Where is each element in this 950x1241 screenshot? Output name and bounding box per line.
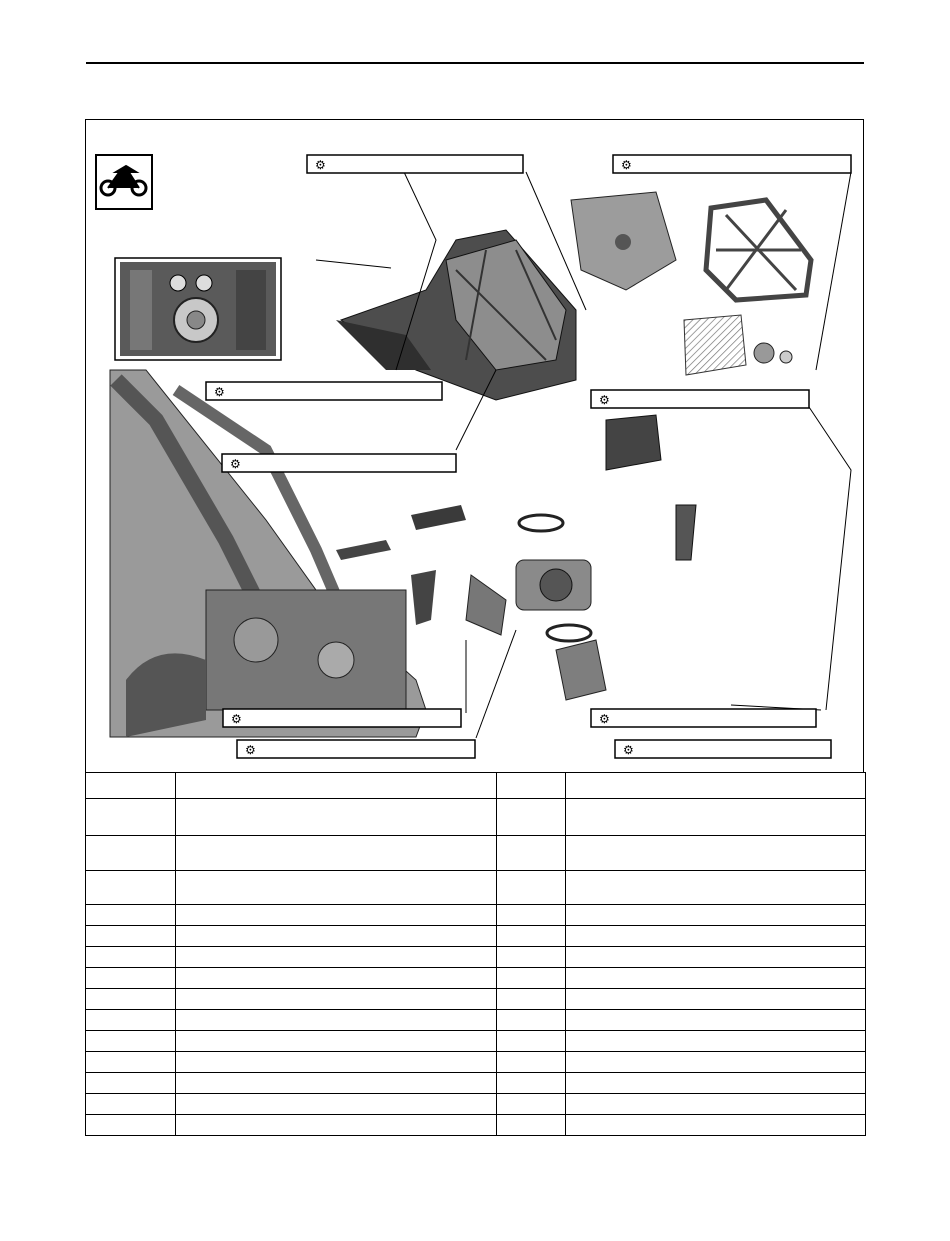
frame-engine-drawing — [110, 370, 426, 737]
table-row — [86, 1115, 866, 1136]
torque-callout-2 — [613, 155, 851, 173]
exploded-view-figure — [85, 119, 864, 772]
svg-text:⚙: ⚙ — [245, 743, 256, 757]
parts-table — [85, 772, 866, 1136]
table-row — [86, 947, 866, 968]
svg-text:⚙: ⚙ — [599, 393, 610, 407]
svg-text:⚙: ⚙ — [621, 158, 632, 172]
svg-text:⚙: ⚙ — [623, 743, 634, 757]
torque-callout-8 — [591, 709, 816, 727]
table-row — [86, 1073, 866, 1094]
air-filter-parts — [571, 192, 811, 375]
table-row — [86, 1010, 866, 1031]
torque-callout-9 — [615, 740, 831, 758]
svg-text:⚙: ⚙ — [230, 457, 241, 471]
torque-callout-7 — [237, 740, 475, 758]
table-row — [86, 1094, 866, 1115]
table-row — [86, 871, 866, 905]
table-row — [86, 836, 866, 871]
torque-callout-1 — [307, 155, 523, 173]
table-header-row — [86, 773, 866, 799]
table-row — [86, 799, 866, 836]
table-row — [86, 1031, 866, 1052]
torque-callout-5 — [222, 454, 456, 472]
torque-callout-6 — [223, 709, 461, 727]
table-row — [86, 926, 866, 947]
table-row — [86, 989, 866, 1010]
table-row — [86, 1052, 866, 1073]
table-row — [86, 968, 866, 989]
svg-text:⚙: ⚙ — [315, 158, 326, 172]
torque-callout-3 — [206, 382, 442, 400]
svg-text:⚙: ⚙ — [214, 385, 225, 399]
parts-table-body — [86, 773, 866, 1136]
motorcycle-icon — [96, 155, 152, 209]
svg-text:⚙: ⚙ — [231, 712, 242, 726]
header-rule — [86, 62, 864, 64]
airbox-drawing — [336, 230, 576, 400]
detail-inset-photo — [115, 258, 281, 360]
svg-text:⚙: ⚙ — [599, 712, 610, 726]
table-row — [86, 905, 866, 926]
torque-callout-4 — [591, 390, 809, 408]
